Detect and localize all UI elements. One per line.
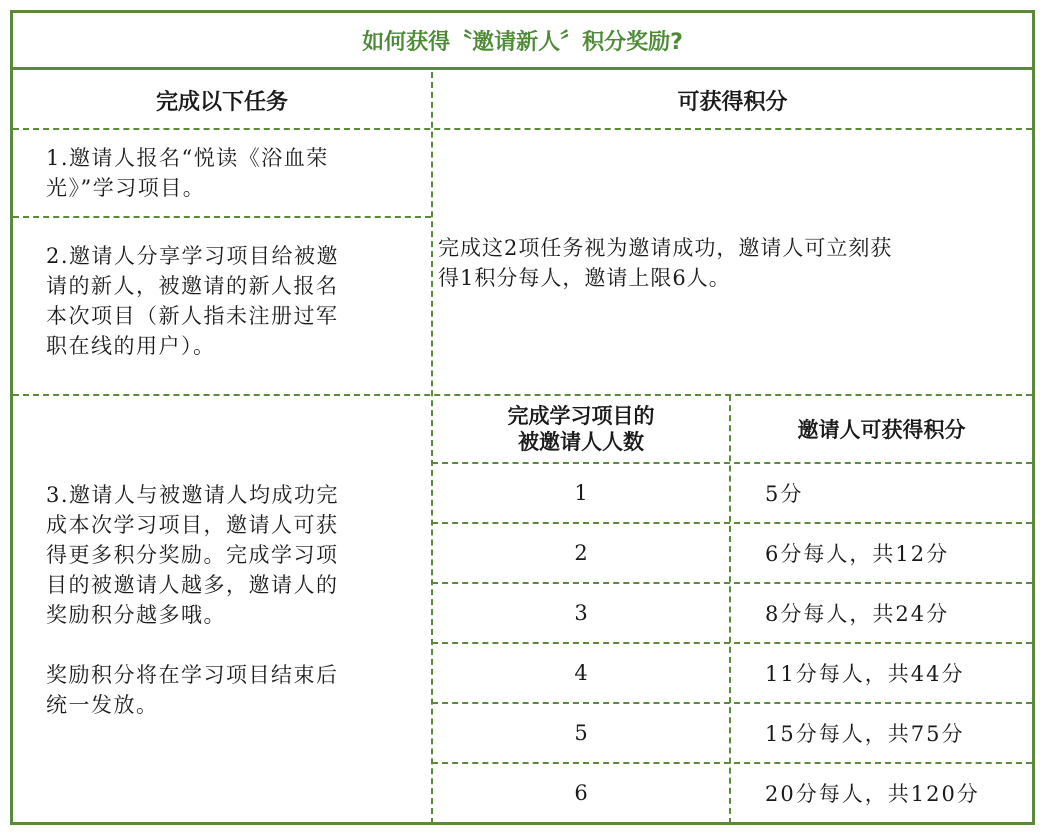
reward-line: 得1积分每人，邀请上限6人。 [438,266,731,290]
table-row-count: 4 [574,661,588,685]
table-row-count: 3 [574,601,588,625]
table-row-points: 15分每人，共75分 [765,722,965,746]
table-row-points: 11分每人，共44分 [765,662,965,686]
reward-description [438,233,1032,293]
page-title: 如何获得〝邀请新人〞积分奖励? [13,13,1032,70]
task-1-line: 光》”学习项目。 [46,176,206,200]
task-1-line: 1.邀请人报名“悦读《浴血荣 [46,146,329,170]
subtable-header-count-line: 被邀请人人数 [518,430,644,454]
task-3-note-line: 统一发放。 [46,693,159,717]
task-3-line: 3.邀请人与被邀请人均成功完 [46,483,340,507]
header-divider [13,128,1032,130]
task-3-line: 目的被邀请人越多，邀请人的 [46,573,339,597]
header-points: 可获得积分 [677,89,788,115]
table-row-count: 6 [574,781,588,805]
subtable-header-count-line: 完成学习项目的 [507,404,655,428]
task-1 [46,143,426,203]
task-2-line: 本次项目（新人指未注册过军 [46,304,339,328]
task-3-line: 成本次学习项目，邀请人可获 [46,513,339,537]
table-row-points: 6分每人，共12分 [765,542,950,566]
task1-divider [13,216,431,218]
header-task: 完成以下任务 [155,89,288,115]
task-2-line: 2.邀请人分享学习项目给被邀 [46,244,340,268]
table-row-count: 2 [574,541,588,565]
task-2-line: 请的新人，被邀请的新人报名 [46,274,339,298]
subtable-header-points: 邀请人可获得积分 [797,418,966,442]
task-2 [46,241,426,361]
table-row-count: 5 [574,721,588,745]
reward-line: 完成这2项任务视为邀请成功，邀请人可立刻获 [438,236,893,260]
task-2-line: 职在线的用户）。 [46,334,216,358]
subtable-header-count [433,396,729,462]
task-3-line: 奖励积分越多哦。 [46,603,226,627]
table-row-points: 5分 [765,482,804,506]
task-3 [46,480,426,720]
table-row-count: 1 [574,481,588,505]
table-row-points: 8分每人，共24分 [765,602,950,626]
table-row-points: 20分每人，共120分 [765,782,980,806]
task-3-line: 得更多积分奖励。完成学习项 [46,543,339,567]
task-3-note-line: 奖励积分将在学习项目结束后 [46,663,339,687]
